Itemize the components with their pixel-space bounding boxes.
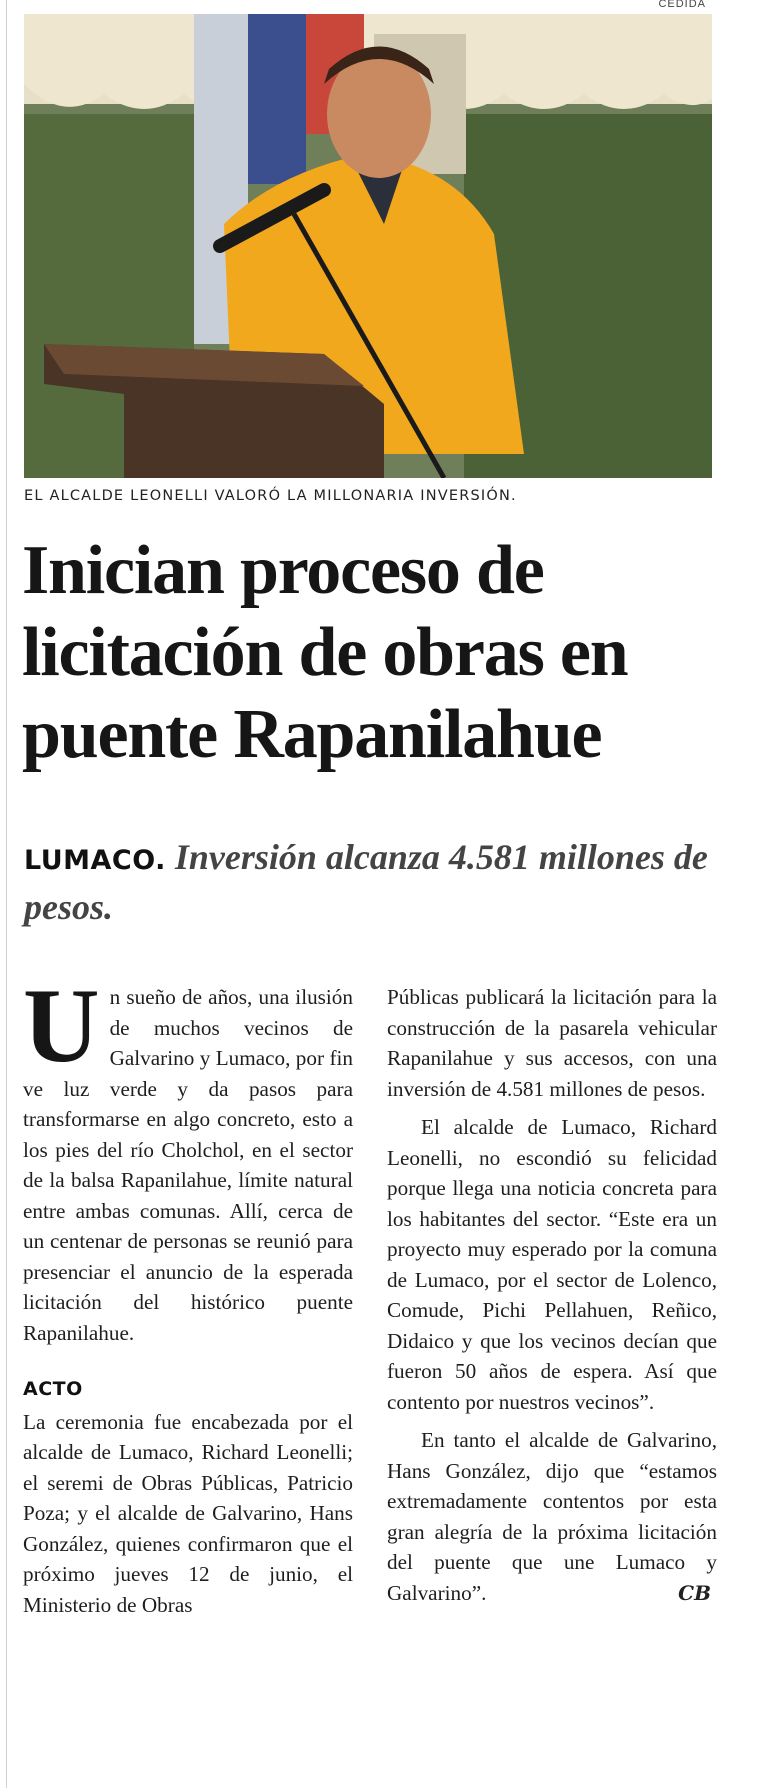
headline-line-3: puente Rapanilahue (22, 696, 602, 773)
body-subhead: ACTO (23, 1378, 83, 1400)
article-lead (24, 834, 724, 930)
body-paragraph-4 (387, 1425, 717, 1608)
article-headline (22, 530, 722, 776)
body-paragraph-2: La ceremonia fue encabezada por el alcalde de Lumaco, Richard Leonelli; el seremi de Obras Públicas, Patricio Poza; y el alcalde de Galvarino, Hans González, quienes confirmaron que el próximo jueves 12 de junio, el Ministerio de Obras (23, 1409, 353, 1617)
page-left-rule (6, 0, 7, 1788)
body-paragraph-2-continued: Públicas publicará la licitación para la construcción de la pasarela vehicular Rapanilahue y sus accesos, con una inversión de 4.581 millones de pesos. (387, 985, 717, 1101)
body-paragraph-1 (23, 967, 353, 1348)
body-paragraph-1-text: n sueño de años, una ilusión de muchos vecinos de Galvarino y Lumaco, por fin ve luz verde y da pasos para transformarse en algo concreto, esto a los pies del río Cholchol, en el sector de la balsa Rapanilahue, límite natural entre ambas comunas. Allí, cerca de un centenar de personas se reunió para presenciar el anuncio de la esperada licitación del histórico puente Rapanilahue. (23, 985, 353, 1345)
headline-line-2: licitación de obras en (22, 614, 628, 691)
body-column-right (387, 982, 717, 1608)
lead-place: LUMACO. (24, 845, 166, 876)
end-mark: CB (678, 1580, 711, 1605)
drop-cap: U (23, 967, 100, 1084)
lead-text: Inversión alcanza 4.581 millones de pesos. (24, 837, 708, 927)
photo-caption: EL ALCALDE LEONELLI VALORÓ LA MILLONARIA INVERSIÓN. (24, 488, 517, 504)
article-photo (24, 14, 712, 478)
body-paragraph-3: El alcalde de Lumaco, Richard Leonelli, no escondió su felicidad porque llega una noticia concreta para los habitantes del sector. “Este era un proyecto muy esperado por la comuna de Lumaco, por el sector de Lolenco, Comude, Pichi Pellahuen, Reñico, Didaico y que los vecinos decían que fueron 50 años de espera. Así que contento por nuestros vecinos”. (387, 1115, 717, 1414)
body-column-left (23, 967, 353, 1620)
body-paragraph-4-text: En tanto el alcalde de Galvarino, Hans González, dijo que “estamos extremadamente contentos por esta gran alegría de la próxima licitación del puente que une Lumaco y Galvarino”. (387, 1428, 717, 1605)
photo-credit: CEDIDA (658, 0, 706, 10)
headline-line-1: Inician proceso de (22, 532, 544, 609)
